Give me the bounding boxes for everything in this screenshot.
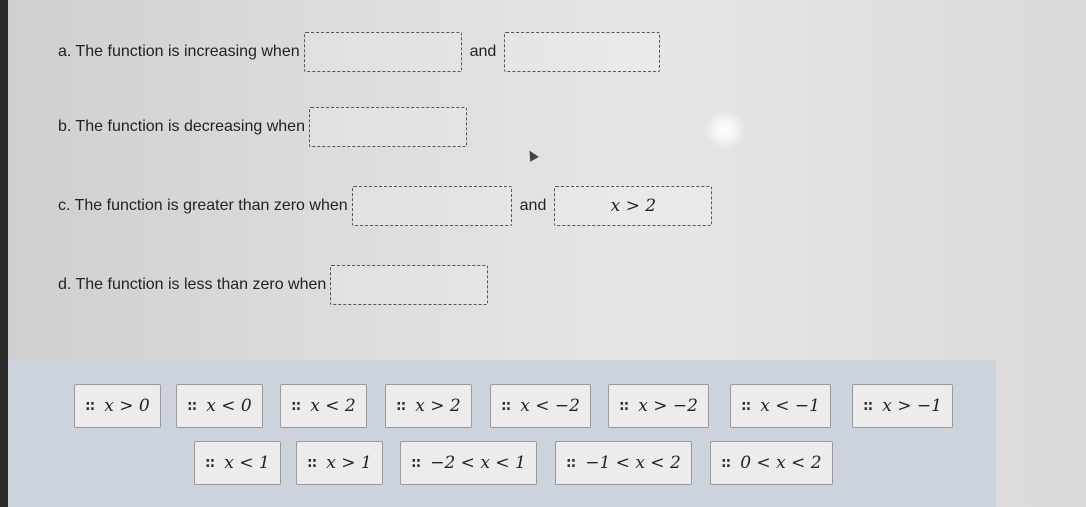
drag-handle-icon: :: (307, 455, 317, 471)
answer-tile-label: x < −1 (760, 396, 820, 416)
question-b-label: b. The function is decreasing when (58, 118, 305, 135)
question-c-drop-zone-1[interactable] (352, 186, 512, 226)
drag-handle-icon: :: (396, 398, 406, 414)
answer-tile[interactable] (74, 384, 161, 428)
drag-handle-icon: :: (501, 398, 511, 414)
answer-tile[interactable] (400, 441, 537, 485)
answer-tile[interactable] (555, 441, 692, 485)
question-d (58, 265, 492, 305)
drag-handle-icon: :: (187, 398, 197, 414)
question-a (58, 32, 664, 72)
question-a-conjunction: and (469, 43, 497, 60)
answer-tile-label: x < 1 (224, 453, 270, 473)
question-c-conjunction: and (519, 197, 547, 214)
answer-tile[interactable] (852, 384, 953, 428)
answer-tile[interactable] (176, 384, 263, 428)
question-b (58, 107, 471, 147)
answer-tile-label: x < −2 (520, 396, 580, 416)
drag-handle-icon: :: (205, 455, 215, 471)
answer-tile-label: x > −2 (638, 396, 698, 416)
answer-tile[interactable] (608, 384, 709, 428)
answer-tile[interactable] (385, 384, 472, 428)
question-c (58, 186, 716, 226)
answer-tile[interactable] (280, 384, 367, 428)
answer-tile[interactable] (194, 441, 281, 485)
answer-tile-label: x > −1 (882, 396, 942, 416)
question-c-drop-zone-2[interactable]: x > 2 (554, 186, 712, 226)
answer-tile-label: −1 < x < 2 (585, 453, 681, 473)
question-c-label: c. The function is greater than zero when (58, 197, 348, 214)
question-d-drop-zone-1[interactable] (330, 265, 488, 305)
answer-tile-label: x > 2 (415, 396, 461, 416)
answer-tile[interactable] (730, 384, 831, 428)
drag-handle-icon: :: (741, 398, 751, 414)
drag-handle-icon: :: (411, 455, 421, 471)
screen-glare (705, 110, 745, 150)
drag-handle-icon: :: (85, 398, 95, 414)
drag-handle-icon: :: (566, 455, 576, 471)
answer-tile-label: x > 0 (104, 396, 150, 416)
question-b-drop-zone-1[interactable] (309, 107, 467, 147)
question-a-drop-zone-2[interactable] (504, 32, 660, 72)
drag-handle-icon: :: (291, 398, 301, 414)
question-d-label: d. The function is less than zero when (58, 276, 327, 293)
drag-handle-icon: :: (619, 398, 629, 414)
question-a-label: a. The function is increasing when (58, 43, 300, 60)
answer-tile-label: −2 < x < 1 (430, 453, 526, 473)
answer-tile[interactable] (710, 441, 833, 485)
drag-handle-icon: :: (721, 455, 731, 471)
answer-tile-label: 0 < x < 2 (740, 453, 822, 473)
answer-tile[interactable] (296, 441, 383, 485)
answer-tile[interactable] (490, 384, 591, 428)
answer-tile-label: x < 0 (206, 396, 252, 416)
answer-tile-label: x > 1 (326, 453, 372, 473)
question-a-drop-zone-1[interactable] (304, 32, 462, 72)
answer-tile-label: x < 2 (310, 396, 356, 416)
drag-handle-icon: :: (863, 398, 873, 414)
